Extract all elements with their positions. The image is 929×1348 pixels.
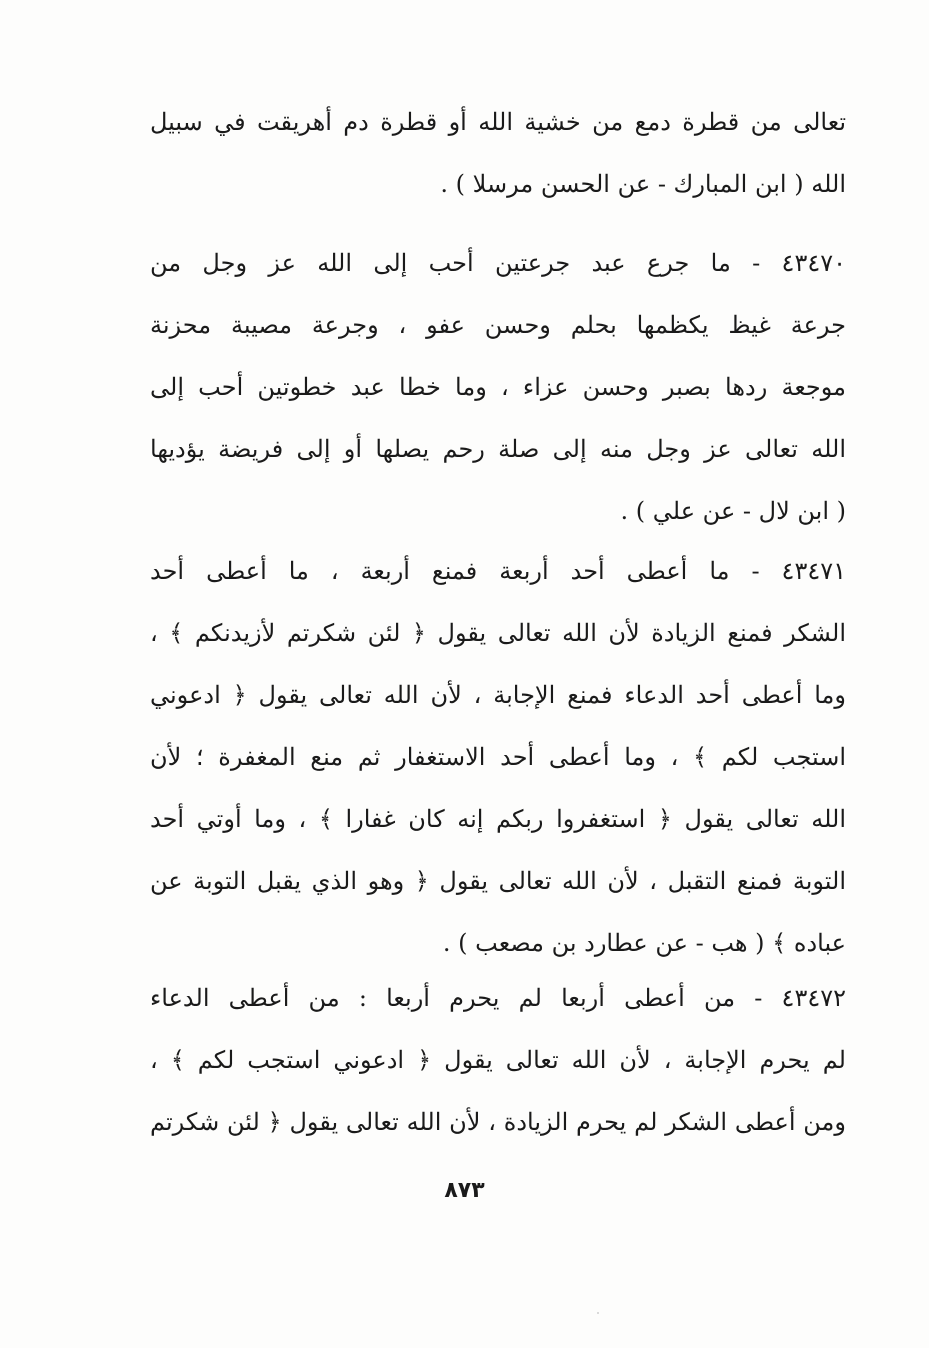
text-line: ٤٣٤٧٠ - ما جرع عبد جرعتين أحب إلى الله عز وجل من [150,249,846,277]
text-line: الله تعالى يقول ﴿ استغفروا ربكم إنه كان غفارا ﴾ ، وما أوتي أحد [150,805,846,833]
hadith-43470 [150,232,846,542]
page-number: ٨٧٣ [444,1178,485,1203]
text-line: جرعة غيظ يكظمها بحلم وحسن عفو ، وجرعة مصيبة محزنة [150,311,846,339]
text-line: ٤٣٤٧١ - ما أعطى أحد أربعة فمنع أربعة ، ما أعطى أحد [150,557,846,585]
text-line: عباده ﴾ ( هب - عن عطارد بن مصعب ) . [442,929,846,957]
text-line: الله تعالى عز وجل منه إلى صلة رحم يصلها أو إلى فريضة يؤديها [150,435,846,463]
text-line: الله ( ابن المبارك - عن الحسن مرسلا ) . [440,170,846,198]
paragraph-continuation [150,91,846,215]
scan-speck [597,1312,599,1314]
text-line: الشكر فمنع الزيادة لأن الله تعالى يقول ﴿ لئن شكرتم لأزيدنكم ﴾ ، [150,619,846,647]
text-line: تعالى من قطرة دمع من خشية الله أو قطرة دم أهريقت في سبيل [150,108,846,136]
text-line: موجعة ردها بصبر وحسن عزاء ، وما خطا عبد خطوتين أحب إلى [150,373,846,401]
hadith-43471 [150,540,846,974]
text-line: ٤٣٤٧٢ - من أعطى أربعا لم يحرم أربعا : من أعطى الدعاء [150,984,846,1012]
text-line: ( ابن لال - عن علي ) . [620,497,846,525]
text-line: وما أعطى أحد الدعاء فمنع الإجابة ، لأن الله تعالى يقول ﴿ ادعوني [150,681,846,709]
text-line: التوبة فمنع التقبل ، لأن الله تعالى يقول ﴿ وهو الذي يقبل التوبة عن [150,867,846,895]
text-line: ومن أعطى الشكر لم يحرم الزيادة ، لأن الله تعالى يقول ﴿ لئن شكرتم [150,1108,846,1136]
text-line: لم يحرم الإجابة ، لأن الله تعالى يقول ﴿ ادعوني استجب لكم ﴾ ، [150,1046,846,1074]
text-line: استجب لكم ﴾ ، وما أعطى أحد الاستغفار ثم منع المغفرة ؛ لأن [150,743,846,771]
hadith-43472 [150,967,846,1153]
